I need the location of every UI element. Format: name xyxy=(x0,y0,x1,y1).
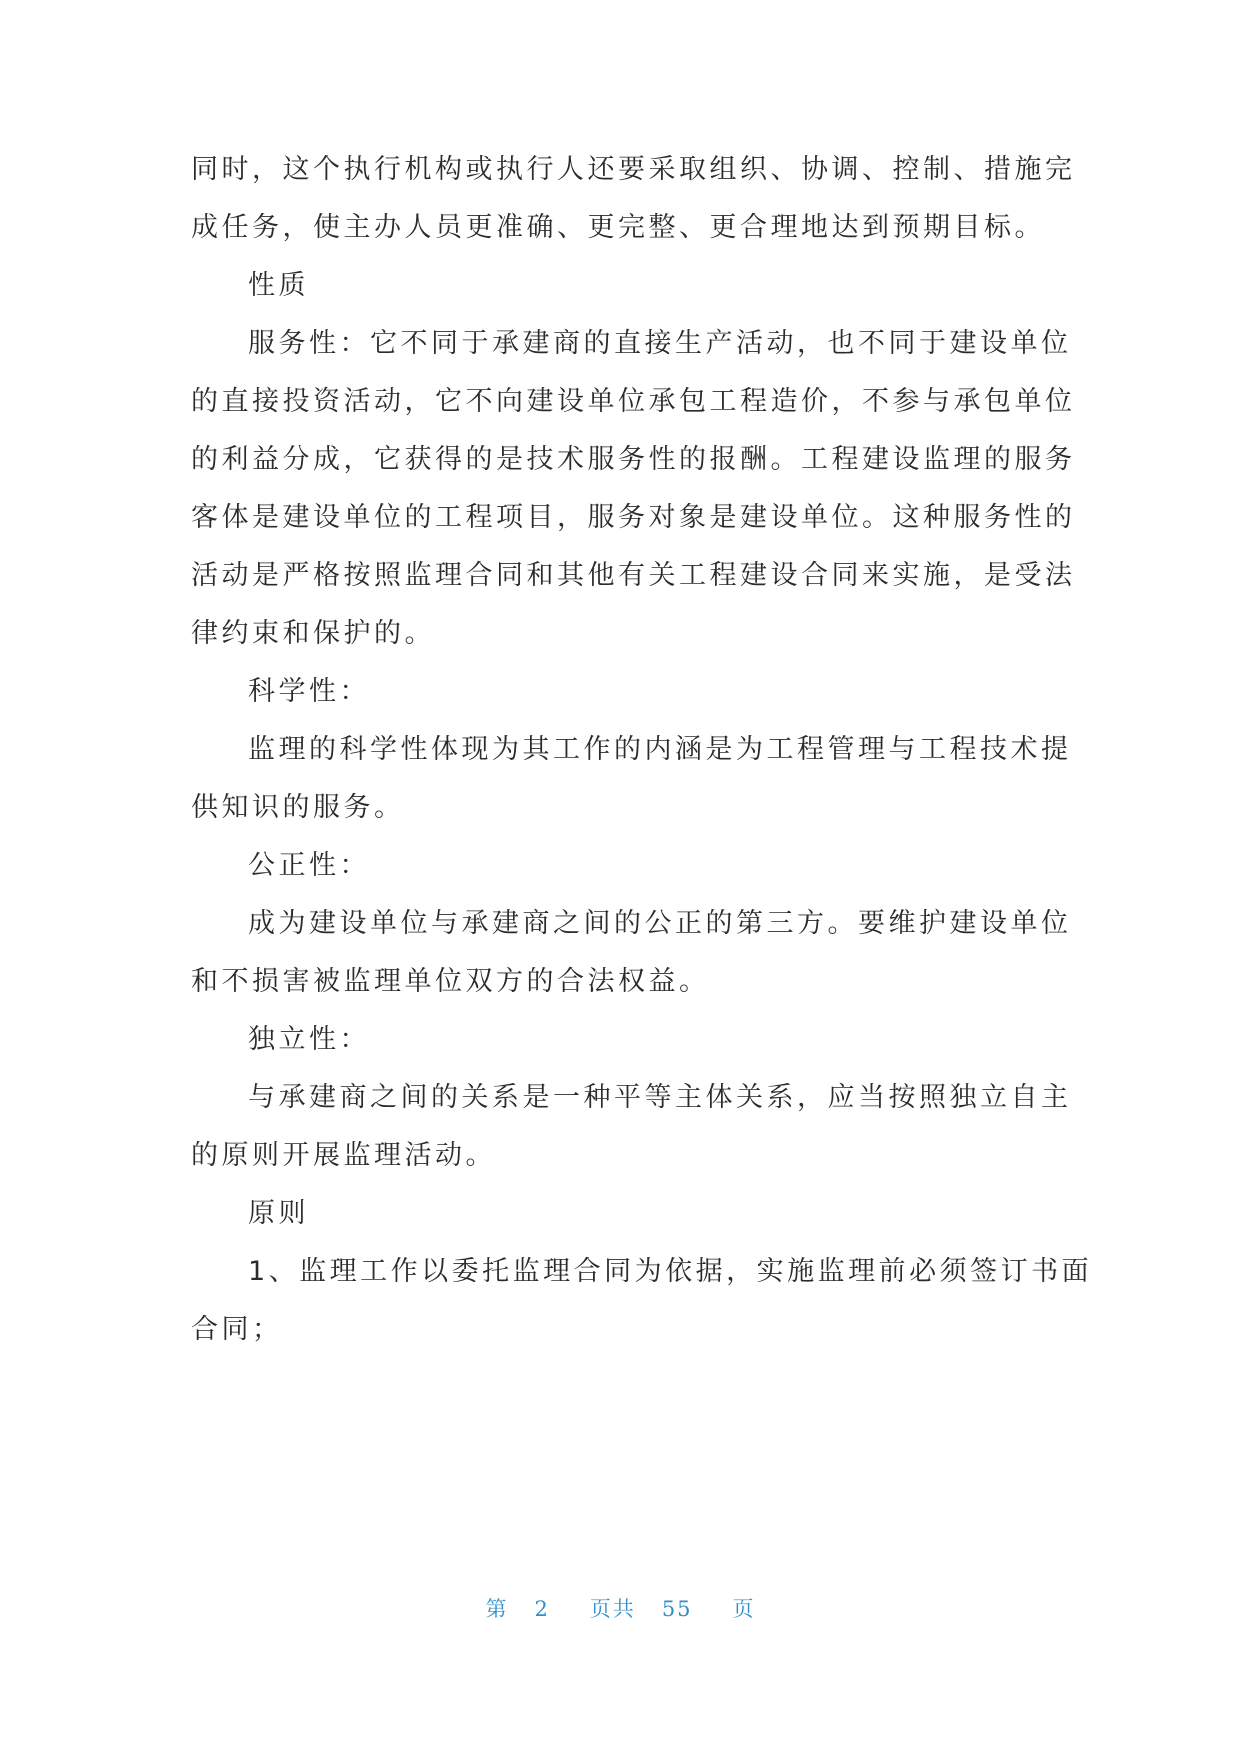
body-line: 供知识的服务。 xyxy=(191,792,405,823)
total-pages-number: 55 xyxy=(661,1597,693,1621)
body-line: 的直接投资活动，它不向建设单位承包工程造价，不参与承包单位 xyxy=(191,386,1076,417)
subsection-heading: 科学性： xyxy=(248,676,370,707)
body-line: 律约束和保护的。 xyxy=(191,618,435,649)
footer-middle: 页共 xyxy=(589,1597,636,1621)
body-line: 与承建商之间的关系是一种平等主体关系，应当按照独立自主 xyxy=(248,1082,1072,1113)
body-line: 和不损害被监理单位双方的合法权益。 xyxy=(191,966,710,997)
page-footer xyxy=(0,1593,1241,1623)
current-page-number: 2 xyxy=(534,1597,550,1621)
body-line: 成为建设单位与承建商之间的公正的第三方。要维护建设单位 xyxy=(248,908,1072,939)
section-heading: 性质 xyxy=(248,270,309,301)
body-line: 活动是严格按照监理合同和其他有关工程建设合同来实施，是受法 xyxy=(191,560,1076,591)
body-line: 服务性：它不同于承建商的直接生产活动，也不同于建设单位 xyxy=(248,328,1072,359)
subsection-heading: 独立性： xyxy=(248,1024,370,1055)
footer-suffix: 页 xyxy=(732,1597,756,1621)
body-line: 成任务，使主办人员更准确、更完整、更合理地达到预期目标。 xyxy=(191,212,1045,243)
subsection-heading: 公正性： xyxy=(248,850,370,881)
body-line: 合同； xyxy=(191,1314,283,1345)
body-line: 的原则开展监理活动。 xyxy=(191,1140,496,1171)
body-line: 的利益分成，它获得的是技术服务性的报酬。工程建设监理的服务 xyxy=(191,444,1076,475)
body-line: 客体是建设单位的工程项目，服务对象是建设单位。这种服务性的 xyxy=(191,502,1076,533)
footer-prefix: 第 xyxy=(485,1597,509,1621)
body-line: 同时，这个执行机构或执行人还要采取组织、协调、控制、措施完 xyxy=(191,154,1076,185)
section-heading: 原则 xyxy=(248,1198,309,1229)
body-line: 1、监理工作以委托监理合同为依据，实施监理前必须签订书面 xyxy=(248,1256,1093,1287)
body-line: 监理的科学性体现为其工作的内涵是为工程管理与工程技术提 xyxy=(248,734,1072,765)
